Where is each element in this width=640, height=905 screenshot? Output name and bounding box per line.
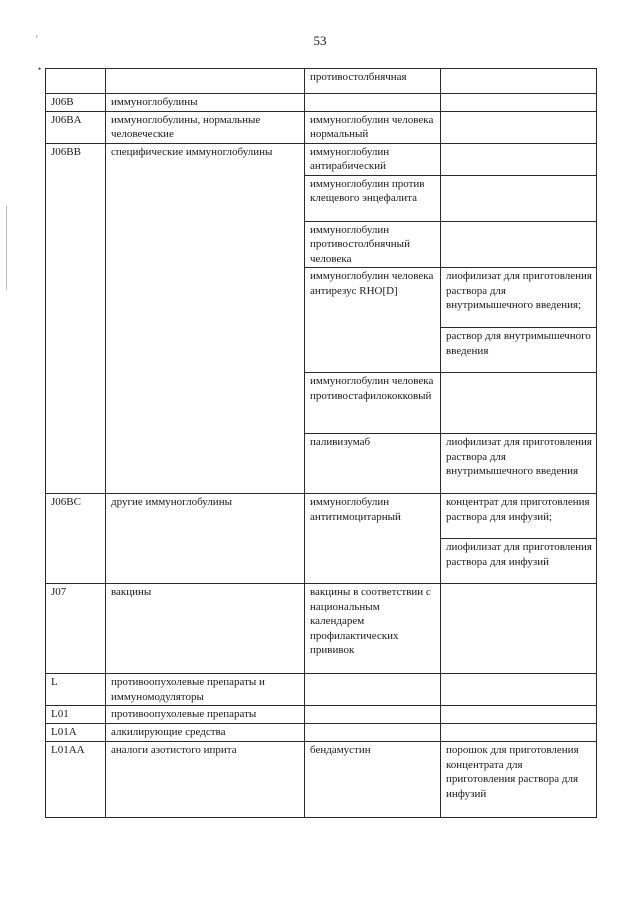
dosage-form-cell: концентрат для приготовления раствора для инфузий; — [441, 494, 597, 539]
drug-name-cell — [305, 724, 441, 742]
group-name-cell: другие иммуноглобулины — [106, 494, 305, 584]
atc-code-cell — [46, 69, 106, 94]
dosage-form-cell — [441, 111, 597, 143]
scan-mark: ' — [36, 34, 38, 44]
atc-code-cell: J07 — [46, 584, 106, 674]
atc-code-cell: L01AA — [46, 742, 106, 818]
dosage-form-cell: порошок для приготовления концентрата для приготовления раствора для инфузий — [441, 742, 597, 818]
drug-classification-table — [45, 68, 597, 818]
page-number: 53 — [313, 33, 327, 48]
dosage-form-cell — [441, 724, 597, 742]
drug-name-cell: иммуноглобулин антитимоцитарный — [305, 494, 441, 584]
dosage-form-cell — [441, 373, 597, 434]
drug-name-cell — [305, 674, 441, 706]
dosage-form-cell: лиофилизат для приготовления раствора для внутримышечного введения — [441, 434, 597, 494]
table-row — [46, 94, 597, 112]
drug-name-cell: иммуноглобулин человека антирезус RHO[D] — [305, 268, 441, 373]
dosage-form-cell — [441, 175, 597, 221]
drug-name-cell: иммуноглобулин против клещевого энцефалита — [305, 175, 441, 221]
group-name-cell — [106, 69, 305, 94]
dosage-form-cell — [441, 674, 597, 706]
dosage-form-cell — [441, 143, 597, 175]
atc-code-cell: L — [46, 674, 106, 706]
table-row — [46, 724, 597, 742]
atc-code-cell: J06BB — [46, 143, 106, 494]
atc-code-cell: J06BC — [46, 494, 106, 584]
drug-name-cell: паливизумаб — [305, 434, 441, 494]
table-row — [46, 742, 597, 818]
table-row — [46, 494, 597, 539]
table-row — [46, 584, 597, 674]
atc-code-cell: J06BA — [46, 111, 106, 143]
drug-name-cell: иммуноглобулин человека противостафилококковый — [305, 373, 441, 434]
dosage-form-cell: раствор для внутримышечного введения — [441, 328, 597, 373]
group-name-cell: иммуноглобулины — [106, 94, 305, 112]
dosage-form-cell — [441, 584, 597, 674]
scan-mark: • — [38, 64, 42, 74]
drug-name-cell — [305, 94, 441, 112]
drug-name-cell: иммуноглобулин антирабический — [305, 143, 441, 175]
group-name-cell: вакцины — [106, 584, 305, 674]
drug-name-cell: иммуноглобулин человека нормальный — [305, 111, 441, 143]
atc-code-cell: L01A — [46, 724, 106, 742]
group-name-cell: аналоги азотистого иприта — [106, 742, 305, 818]
drug-name-cell: бендамустин — [305, 742, 441, 818]
dosage-form-cell — [441, 69, 597, 94]
dosage-form-cell: лиофилизат для приготовления раствора для инфузий — [441, 539, 597, 584]
group-name-cell: противоопухолевые препараты — [106, 706, 305, 724]
atc-code-cell: L01 — [46, 706, 106, 724]
drug-name-cell: противостолбнячная — [305, 69, 441, 94]
dosage-form-cell — [441, 94, 597, 112]
group-name-cell: специфические иммуноглобулины — [106, 143, 305, 494]
table-row — [46, 143, 597, 175]
drug-name-cell: иммуноглобулин противостолбнячный человека — [305, 221, 441, 268]
table-row — [46, 706, 597, 724]
dosage-form-cell: лиофилизат для приготовления раствора для внутримышечного введения; — [441, 268, 597, 328]
table-row — [46, 111, 597, 143]
dosage-form-cell — [441, 706, 597, 724]
drug-name-cell — [305, 706, 441, 724]
group-name-cell: иммуноглобулины, нормальные человеческие — [106, 111, 305, 143]
group-name-cell: алкилирующие средства — [106, 724, 305, 742]
drug-name-cell: вакцины в соответствии с национальным календарем профилактических прививок — [305, 584, 441, 674]
atc-code-cell: J06B — [46, 94, 106, 112]
table-row — [46, 674, 597, 706]
table-row — [46, 69, 597, 94]
dosage-form-cell — [441, 221, 597, 268]
scan-edge-line — [6, 205, 7, 290]
group-name-cell: противоопухолевые препараты и иммуномодуляторы — [106, 674, 305, 706]
